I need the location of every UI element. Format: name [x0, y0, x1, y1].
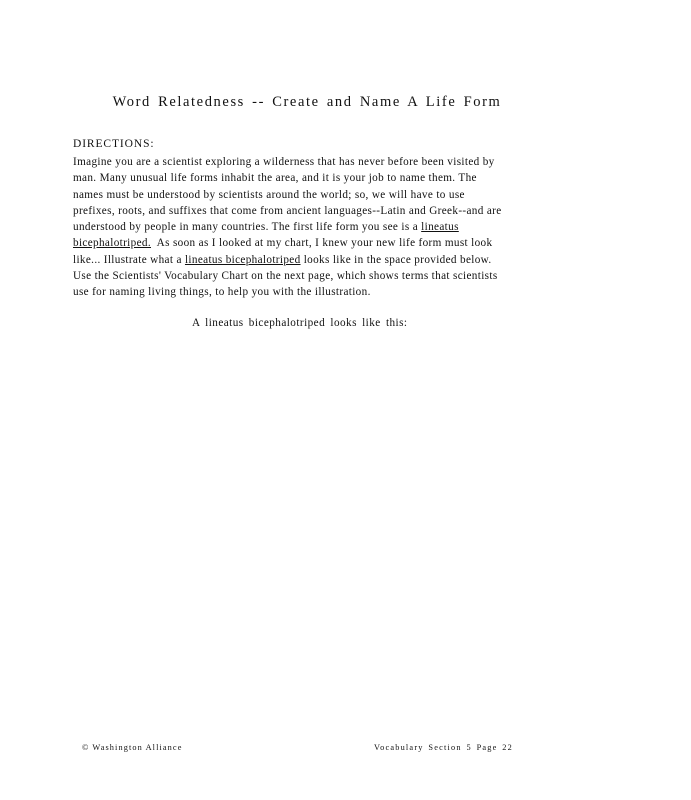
- directions-line-7: [73, 252, 543, 268]
- directions-line-5-text: understood by people in many countries. The first life form you see is a: [73, 221, 419, 234]
- directions-line-7-start: like... Illustrate what a: [73, 253, 182, 266]
- directions-text: [73, 154, 543, 301]
- directions-label: DIRECTIONS:: [73, 138, 155, 150]
- directions-line-7-end: looks like in the space provided below.: [303, 253, 492, 266]
- footer-page-number: Vocabulary Section 5 Page 22: [374, 743, 513, 752]
- term-lineatus-bicephalotriped: lineatus bicephalotriped: [184, 253, 301, 266]
- directions-line-4: prefixes, roots, and suffixes that come from ancient languages--Latin and Greek--and are: [73, 204, 502, 217]
- directions-line-5: [73, 219, 543, 235]
- term-lineatus: lineatus: [421, 221, 459, 234]
- term-bicephalotriped: bicephalotriped.: [73, 237, 151, 250]
- directions-line-1: Imagine you are a scientist exploring a wilderness that has never before been visited by: [73, 156, 495, 168]
- directions-line-3: names must be understood by scientists around the world; so, we will have to use: [73, 188, 465, 201]
- directions-line-9: use for naming living things, to help you with the illustration.: [73, 286, 371, 299]
- directions-line-8: Use the Scientists' Vocabulary Chart on the next page, which shows terms that scientists: [73, 270, 498, 283]
- page-title: Word Relatedness -- Create and Name A Life Form: [112, 94, 502, 110]
- illustration-prompt: A lineatus bicephalotriped looks like this:: [192, 317, 408, 329]
- directions-line-6-text: As soon as I looked at my chart, I knew your new life form must look: [156, 237, 493, 250]
- footer-copyright: © Washington Alliance: [82, 743, 183, 752]
- illustration-space: [73, 342, 543, 722]
- directions-line-6: [73, 235, 543, 251]
- directions-line-2: man. Many unusual life forms inhabit the area, and it is your job to name them. The: [73, 172, 477, 185]
